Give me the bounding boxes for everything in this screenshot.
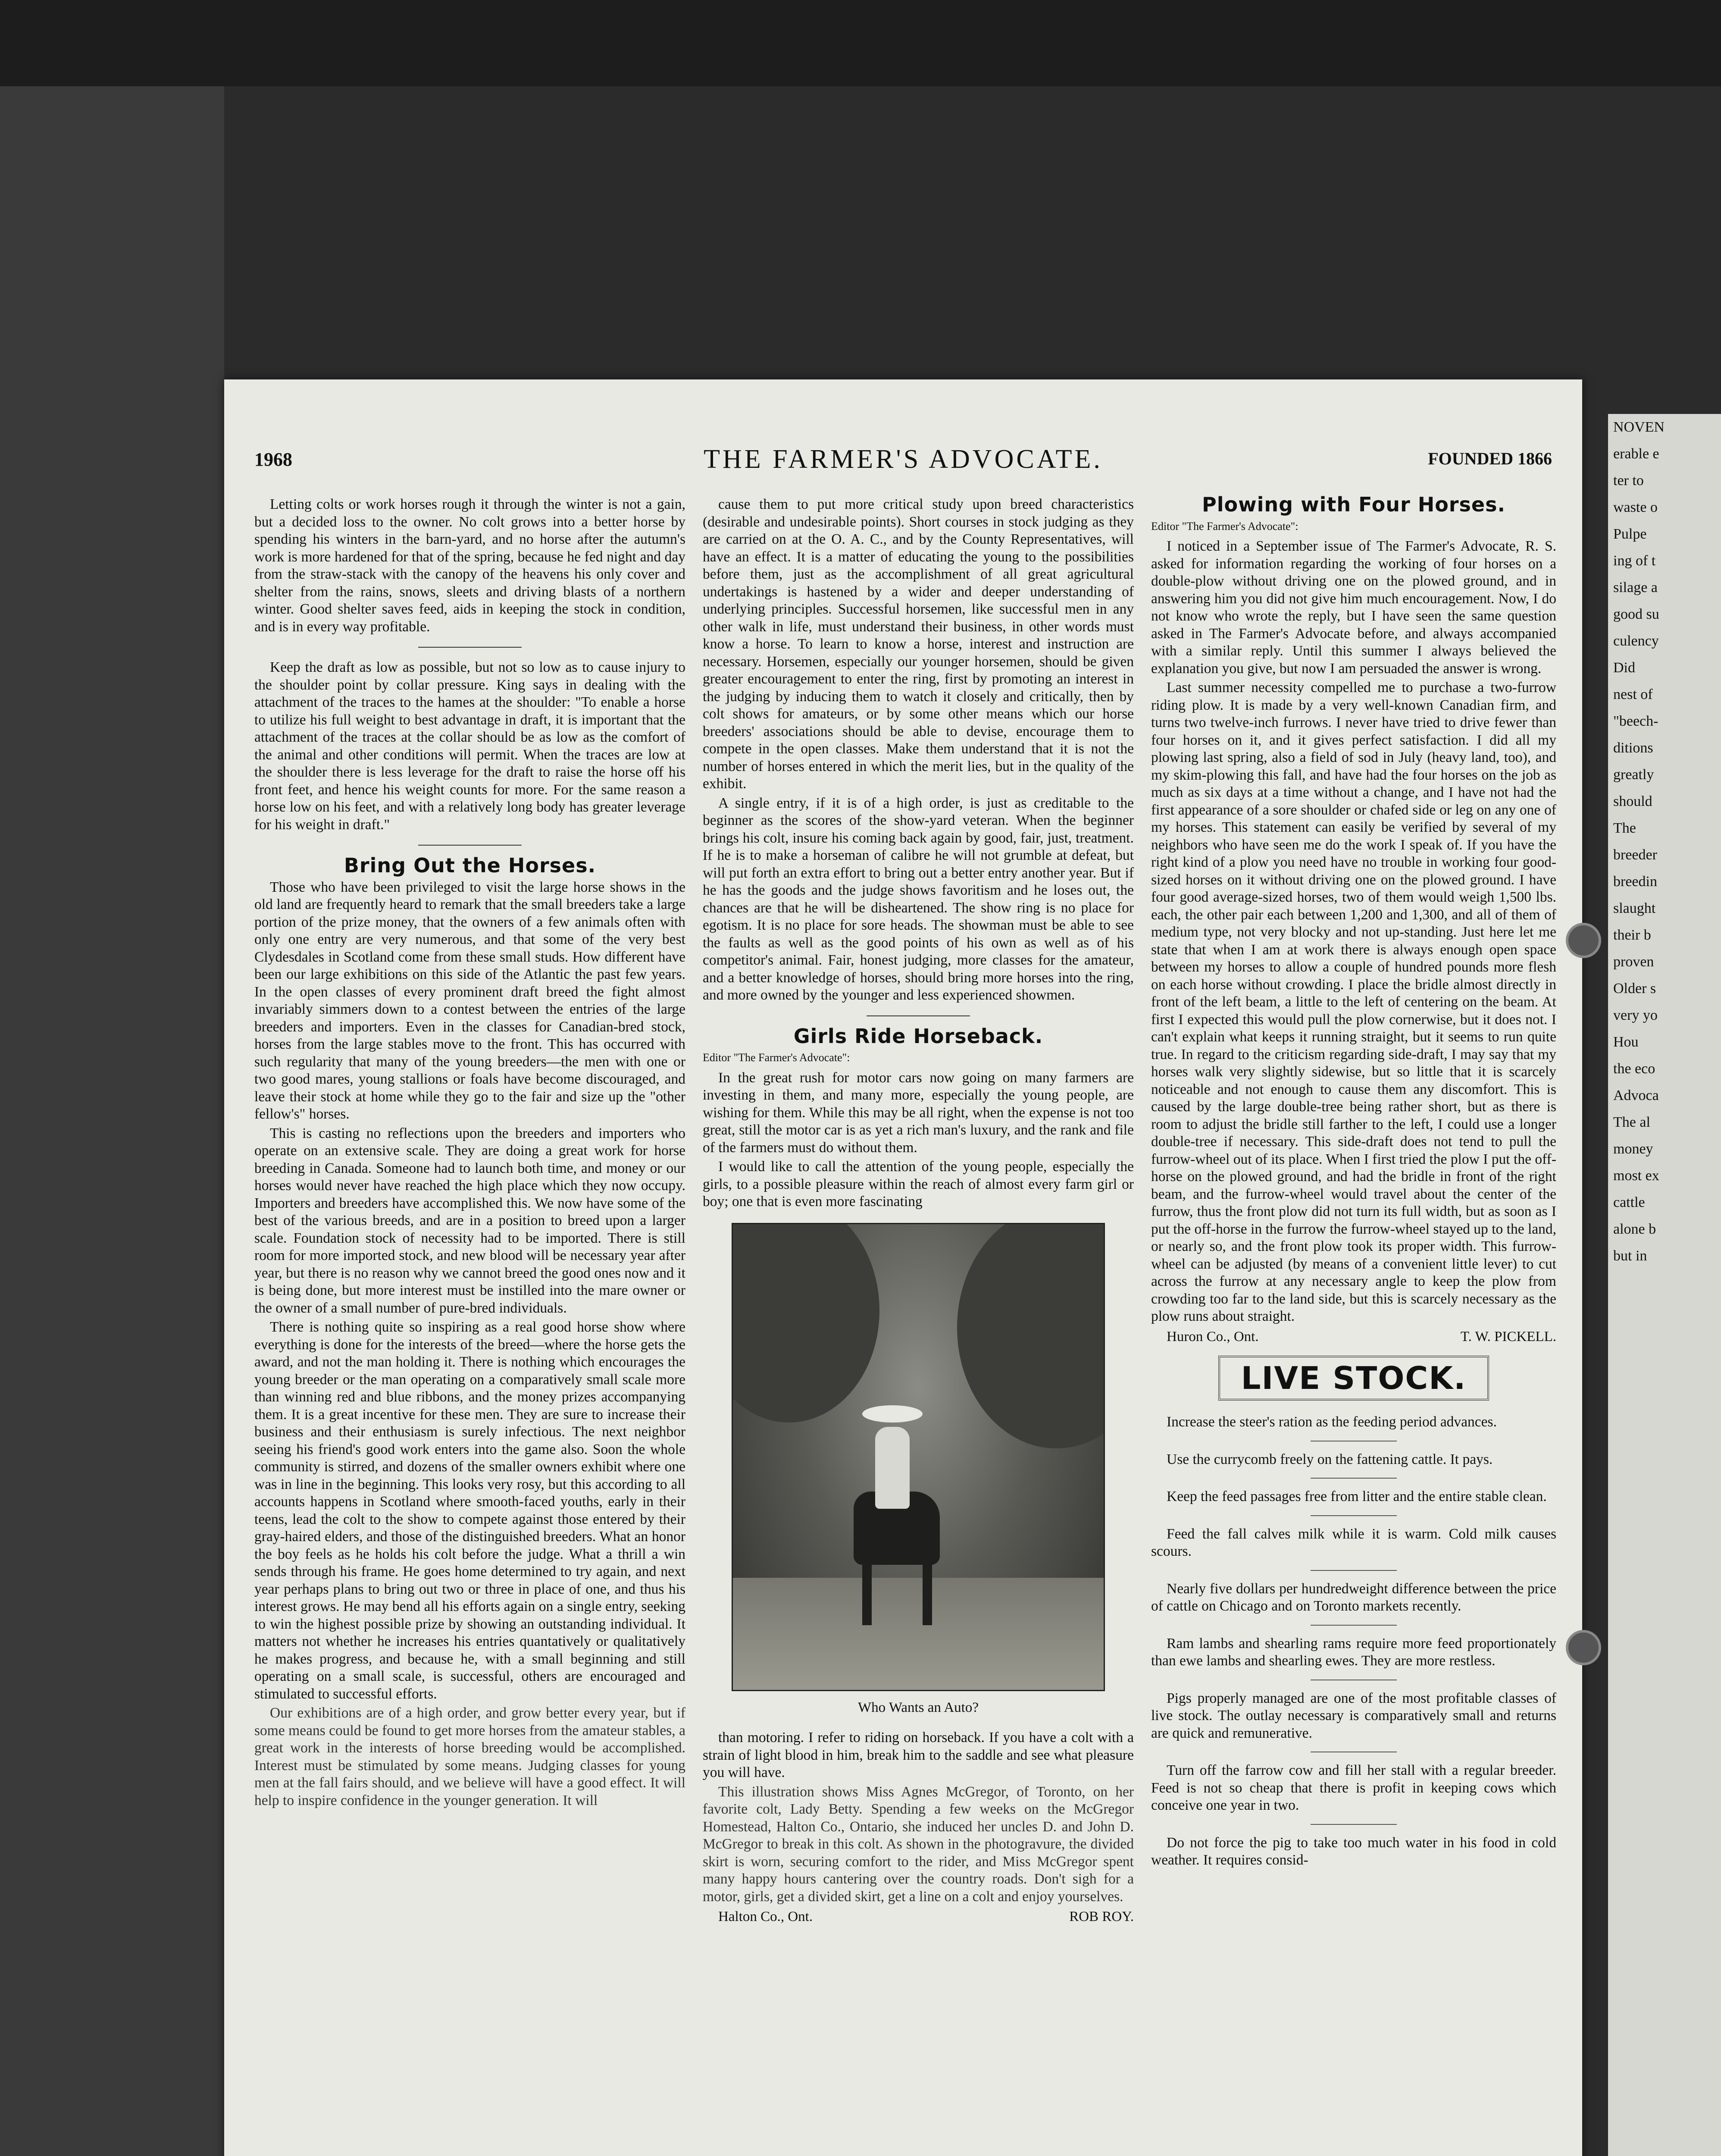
tree-shape [957, 1223, 1105, 1448]
livestock-tip: Turn off the farrow cow and fill her stall with a regular breeder. Feed is not so cheap that there is profit in keeping cows which conceive one year in two. [1151, 1762, 1556, 1813]
editor-line: Editor "The Farmer's Advocate": [1151, 520, 1299, 533]
edge-text-line: breeder [1613, 847, 1657, 863]
binding-hole [1566, 1630, 1601, 1665]
signature-place: Huron Co., Ont. [1167, 1329, 1259, 1344]
tip-divider [1311, 1441, 1397, 1442]
masthead: THE FARMER'S ADVOCATE. [704, 445, 1103, 474]
horse-leg [862, 1552, 872, 1625]
page-header [254, 444, 1552, 479]
livestock-tip: Ram lambs and shearling rams require more feed proportionately than ewe lambs and shearling ewes. They are more restless. [1151, 1635, 1556, 1669]
column-2 [703, 496, 1134, 1926]
edge-text-line: ing of t [1613, 553, 1656, 569]
edge-text-line: should [1613, 793, 1652, 809]
article-paragraph: cause them to put more critical study upon breed characteristics (desirable and undesirable points). Short courses in stock judging as they are carried on at the O. A. C., and by the County Representatives, will have an effect. It is a matter of educating the young to the possibilities before them, just as the accomplishment of all great agricultural undertakings is hastened by a wider and deeper understanding of underlying principles. Successful horsemen, like successful men in any other walk in life, must understand their business, in other words must know a horse. To learn to know a horse, interest and instruction are necessary. Horsemen, especially our younger horsemen, should be given greater encouragement to enter the ring, first by promoting an interest in the judging by inducing them to watch it closely and critically, then by colt shows for amateurs, or by some other means which our horse breeders' associations should be able to devise, encourage them to compete in the open classes. Make them understand that it is not the number of horses entered in which the merit lies, but in the quality of the exhibit. [703, 496, 1134, 792]
article-heading: Girls Ride Horseback. [793, 1024, 1043, 1048]
scanner-top-band [0, 0, 1721, 86]
edge-text-line: ter to [1613, 473, 1644, 489]
livestock-tip: Pigs properly managed are one of the most profitable classes of live stock. The outlay necessary is comparatively small and returns are quick and remunerative. [1151, 1690, 1556, 1741]
section-title: LIVE STOCK. [1218, 1356, 1489, 1401]
binding-hole [1566, 923, 1601, 958]
article-paragraph: I noticed in a September issue of The Farmer's Advocate, R. S. asked for information regarding the working of four horses on a double-plow without driving one on the plowed ground, and in answering him you did not give him much encouragement. Now, I do not know who wrote the reply, but I have seen the same question asked in The Farmer's Advocate before, and always accompanied with a similar reply. Until this summer I always believed the explanation you give, but now I am persuaded the answer is wrong. [1151, 538, 1556, 677]
article-paragraph: There is nothing quite so inspiring as a real good horse show where everything is done for the interests of the breed—where the horse gets the award, and not the man holding it. There is nothing which encourages the young breeder or the man operating on a comparatively small scale more than winning red and blue ribbons, and the money prizes accompanying them. It is a great incentive for these men. They are sure to increase their business and their enthusiasm is surely infectious. The next neighbor seeing his friend's good work enters into the game also. Soon the whole community is stirred, and dozens of the smaller owners exhibit where one was in line in the beginning. This looks very rosy, but this according to all accounts happens in Scotland where smooth-faced youths, early in their teens, lead the colt to the show to compete against those entered by their gray-haired elders, and those of the distinguished breeders. What an honor the boy feels as he holds his colt before the judge. What a thrill a win sends through his frame. He goes home determined to try again, and next year perhaps plans to bring out two or three in place of one, and thus his interest grows. He may bend all his efforts again on a single entry, seeking to win the highest possible prize by showing an outstanding individual. It matters not whether he increases his entries quantatively or qualitatively he makes progress, and because he, with a small beginning and still operating on a small scale, is successful, others are encouraged and stimulated to successful efforts. [254, 1319, 685, 1702]
ground-shape [733, 1578, 1104, 1690]
newspaper-page [224, 379, 1582, 2156]
divider [418, 845, 522, 846]
article-paragraph: Keep the draft as low as possible, but not so low as to cause injury to the shoulder point by collar pressure. King says in dealing with the attachment of the traces to the hames at the shoulder: "To enable a horse to utilize his full weight to best advantage in draft, it is important that the attachment of the traces at the collar should be as low as the comfort of the animal and other conditions will permit. When the traces are low at the shoulder there is less leverage for the draft to raise the horse off his front feet, and hence his weight counts for more. For the same reason a horse low on his feet, and with a relatively long body has greater leverage for his weight in draft." [254, 659, 685, 833]
hat-shape [862, 1405, 923, 1423]
edge-text [1608, 414, 1721, 1269]
divider [867, 1015, 970, 1016]
tip-divider [1311, 1570, 1397, 1571]
edge-text-line: their b [1613, 927, 1651, 943]
horse-leg [923, 1552, 932, 1625]
tip-divider [1311, 1515, 1397, 1516]
edge-text-line: waste o [1613, 499, 1658, 515]
founded-note: FOUNDED 1866 [1428, 449, 1552, 468]
edge-text-line: slaught [1613, 900, 1656, 916]
column-1 [254, 496, 685, 1811]
edge-text-line: cattle [1613, 1194, 1645, 1210]
photo-caption: Who Wants an Auto? [858, 1699, 979, 1715]
edge-text-line: culency [1613, 633, 1659, 649]
rider-shape [875, 1427, 910, 1509]
edge-text-line: breedin [1613, 874, 1657, 890]
scanner-left-margin [0, 86, 224, 2156]
article-paragraph: I would like to call the attention of the young people, especially the girls, to a possible pleasure within the reach of almost every farm girl or boy; one that is even more fascinating [703, 1159, 1134, 1210]
edge-text-line: The [1613, 820, 1636, 836]
livestock-tip: Nearly five dollars per hundredweight difference between the price of cattle on Chicago and on Toronto markets recently. [1151, 1580, 1556, 1614]
edge-text-line: Hou [1613, 1034, 1639, 1050]
livestock-tip: Increase the steer's ration as the feeding period advances. [1167, 1414, 1497, 1430]
column-3 [1151, 493, 1556, 1871]
edge-text-line: Advoca [1613, 1087, 1659, 1103]
edge-text-line: ditions [1613, 740, 1653, 756]
edge-text-line: Pulpe [1613, 526, 1647, 542]
edge-text-line: but in [1613, 1248, 1647, 1264]
article-paragraph: than motoring. I refer to riding on horseback. If you have a colt with a strain of light blood in him, break him to the saddle and see what pleasure you will have. [703, 1730, 1134, 1780]
edge-text-line: money [1613, 1141, 1653, 1157]
tip-divider [1311, 1824, 1397, 1825]
signature-place: Halton Co., Ont. [718, 1909, 813, 1924]
livestock-tip: Do not force the pig to take too much water in his food in cold weather. It requires consid- [1151, 1834, 1556, 1868]
edge-text-line: proven [1613, 954, 1654, 970]
edge-text-line: alone b [1613, 1221, 1656, 1237]
article-paragraph: Letting colts or work horses rough it through the winter is not a gain, but a decided loss to the owner. No colt grows into a better horse by spending his winters in the barn-yard, and no horse after the autumn's work is more hardened for that of the spring, because he fed night and day from the straw-stack with the canopy of the heavens his only cover and shelter from the rains, snows, sleets and driving blasts of a northern winter. Good shelter saves feed, aids in keeping the stock in condition, and is in every way profitable. [254, 496, 685, 635]
edge-text-line: the eco [1613, 1061, 1655, 1077]
signature-name: ROB ROY. [1069, 1909, 1134, 1924]
article-paragraph: Our exhibitions are of a high order, and grow better every year, but if some means could be found to get more horses from the amateur stables, a great work in the interests of horse breeding would be accomplished. Interest must be stimulated by some means. Judging classes for young men at the fall fairs should, and we believe will have a good effect. It will help to inspire confidence in the younger generation. It will [254, 1705, 685, 1808]
tip-divider [1311, 1625, 1397, 1626]
livestock-tip: Use the currycomb freely on the fattening cattle. It pays. [1167, 1451, 1493, 1467]
edge-text-line: silage a [1613, 580, 1658, 595]
livestock-tip: Feed the fall calves milk while it is warm. Cold milk causes scours. [1151, 1526, 1556, 1559]
article-heading: Plowing with Four Horses. [1202, 493, 1505, 516]
tree-shape [732, 1223, 879, 1423]
page-number: 1968 [254, 449, 292, 470]
edge-text-line: Older s [1613, 981, 1656, 997]
article-paragraph: This is casting no reflections upon the breeders and importers who operate on an extensive scale. They are doing a great work for horse breeding in Canada. Someone had to launch both time, and money or our horses would never have reached the high place which they now occupy. Importers and breeders have accomplished this. We now have some of the best of the various breeds, and are in a position to breed upon a larger scale. Foundation stock of necessity had to be imported. There is still room for more imported stock, and new blood will be necessary year after year, but there is no reason why we cannot breed the good ones now and it is being done, but more interest must be instilled into the mare owner or the owner of a small number of pure-bred individuals. [254, 1125, 685, 1316]
editor-line: Editor "The Farmer's Advocate": [703, 1051, 850, 1064]
signature-line [703, 1908, 1134, 1926]
edge-text-line: most ex [1613, 1168, 1659, 1184]
article-heading: Bring Out the Horses. [344, 854, 596, 877]
edge-text-line: very yo [1613, 1007, 1658, 1023]
edge-text-line: good su [1613, 606, 1659, 622]
article-paragraph: In the great rush for motor cars now going on many farmers are investing in them, and many more, especially the young people, are wishing for them. While this may be all right, when the expense is not too great, still the motor car is as yet a rich man's luxury, and the rank and file of the farmers must do without them. [703, 1069, 1134, 1156]
edge-text-line: The al [1613, 1114, 1650, 1130]
signature-line [1151, 1328, 1556, 1346]
edge-text-line: "beech- [1613, 713, 1658, 729]
tip-divider [1311, 1478, 1397, 1479]
edge-text-line: nest of [1613, 686, 1653, 702]
edge-text-line: erable e [1613, 446, 1659, 462]
article-paragraph: Those who have been privileged to visit the large horse shows in the old land are frequently heard to remark that the small breeders take a large portion of the prize money, that the owners of a few animals often with only one entry are very numerous, and that some of the very best Clydesdales in Scotland come from these small studs. How different have been our large exhibitions on this side of the Atlantic the past few years. In the open classes of every prominent draft breed the fight almost invariably simmers down to a contest between the entries of the large breeders and importers. Even in the classes for Canadian-bred stock, horses from the large stables move to the front. This has occurred with such regularity that many of the young breeders—the men with one or two good mares, young stallions or foals have become discouraged, and leave their stock at home while they go to the fair and size up the "other fellow's" horses. [254, 879, 685, 1122]
divider [418, 647, 522, 648]
article-paragraph: Last summer necessity compelled me to purchase a two-furrow riding plow. It is made by a very well-known Canadian firm, and turns two twelve-inch furrows. I never have tried to drive fewer than four horses on it, and it gives perfect satisfaction. I did all my plowing last spring, also a field of sod in July (heavy land, too), and my skim-plowing this fall, and have had the four horses on the job as much as six days at a time without a change, and I have not had the first appearance of a sore shoulder or chafed side or leg on any one of my horses. This statement can easily be verified by several of my neighbors who have seen me do the work I speak of. If you have the right kind of a plow you need have no trouble in working four good-sized horses on it without driving one on the plowed ground. I have four good average-sized horses, two of them would weigh 1,500 lbs. each, the other pair each between 1,200 and 1,300, and all of them of medium type, not very blocky and not up-standing. Just here let me state that when I am at work there is always enough open space between my horses to allow a couple of hundred pounds more flesh on each horse without crowding. I place the bridle almost directly in front of the left beam, a little to the left of centering on the beam. At first I expected this would pull the plow cornerwise, but it does not. I can't explain what keeps it running straight, but it seems to run quite true. In regard to the criticism regarding side-draft, I may say that my horses walk very slightly sidewise, but so little that it is scarcely noticeable and not enough to cause them any discomfort. This is caused by the large double-tree being rather short, but as there is room to adjust the bridle still farther to the left, I could use a longer double-tree if necessary. This side-draft does not tend to pull the furrow-wheel out of its place. When I first tried the plow I put the off-horse on the plowed ground, and had the bridle in front of the right beam, and the furrow-wheel would travel about the center of the furrow, thus the front plow did not turn its full width, but as soon as I put the off-horse in the furrow the furrow-wheel stayed up to the land, or nearly so, and the front plow took its proper width. This furrow-wheel can be adjusted (by means of a convenient little lever) to cut across the furrow at any necessary angle to keep the plow from crowding too far to the land side, but this is scarcely necessary as the plow runs about straight. [1151, 680, 1556, 1324]
adjacent-page-edge [1608, 414, 1721, 2156]
article-paragraph: This illustration shows Miss Agnes McGregor, of Toronto, on her favorite colt, Lady Betty. Spending a few weeks on the McGregor Homestead, Halton Co., Ontario, she induced her uncles D. and John D. McGregor to break in this colt. As shown in the photogravure, the divided skirt is worn, securing comfort to the rider, and Miss McGregor spent many happy hours cantering over the country roads. Don't sigh for a motor, girls, get a divided skirt, get a line on a colt and enjoy yourselves. [703, 1783, 1134, 1905]
livestock-tip: Keep the feed passages free from litter and the entire stable clean. [1167, 1489, 1547, 1504]
article-paragraph: A single entry, if it is of a high order, is just as creditable to the beginner as the scores of the show-yard veteran. When the beginner brings his colt, insure his coming back again by good, fair, just, treatment. If he is to make a horseman of calibre he will not grumble at defeat, but will put forth an extra effort to bring out a better entry another year. But if he has the goods and the judge shows favoritism and he loses out, the chances are that he will be disheartened. The show ring is no place for egotism. It is no place for sore heads. The showman must be able to see the faults as well as the good points of his own as well as of his competitor's animal. Fair, honest judging, more classes for the amateur, and a better knowledge of horses, should bring more horses into the ring, and more owned by the younger and less experienced showmen. [703, 795, 1134, 1003]
edge-text-line: NOVEN [1613, 419, 1665, 435]
edge-text-line: Did [1613, 660, 1635, 676]
signature-name: T. W. PICKELL. [1460, 1329, 1556, 1344]
livestock-tips [1151, 1413, 1556, 1869]
edge-text-line: greatly [1613, 767, 1654, 783]
horseback-photo [732, 1223, 1105, 1691]
